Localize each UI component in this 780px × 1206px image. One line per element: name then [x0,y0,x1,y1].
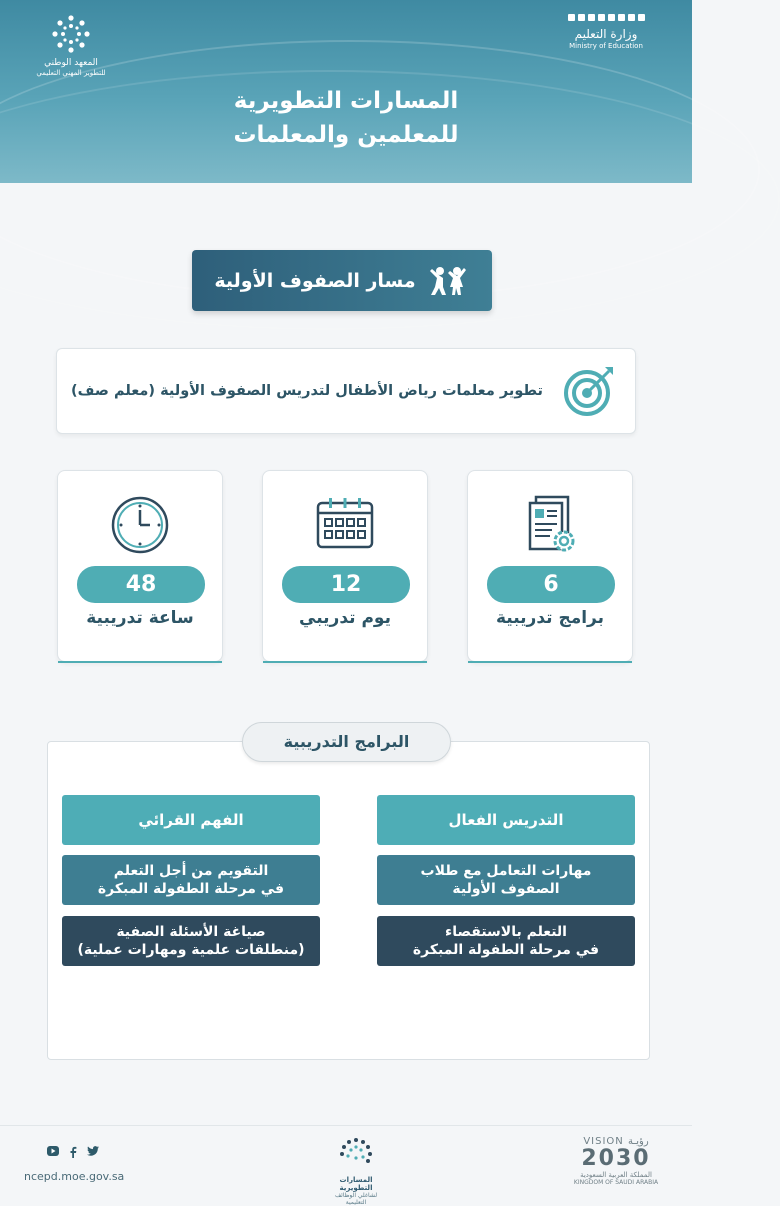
program-item [62,855,320,905]
program-item [62,916,320,966]
development-paths-title: المسارات التطويرية [339,1176,373,1192]
stat-card-days [262,470,428,662]
ministry-name-en: Ministry of Education [569,42,643,50]
program-item [377,916,635,966]
target-icon [561,363,617,419]
development-paths-icon [333,1134,379,1172]
website-link[interactable]: ncepd.moe.gov.sa [24,1170,125,1183]
stat-card-programs [467,470,633,662]
footer [0,1125,692,1206]
program-item-text: صياغة الأسئلة الصفية (منطلقات علمية ومهارات عملية) [77,924,305,958]
development-paths-logo [326,1134,386,1206]
children-icon [426,265,470,297]
youtube-icon[interactable] [47,1146,59,1156]
stat-label: برامج تدريبية [495,608,605,628]
vision-country-en: KINGDOM OF SAUDI ARABIA [573,1179,659,1186]
program-item [377,855,635,905]
institute-name-line1: المعهد الوطني [44,58,98,68]
page-title-line2: للمعلمين والمعلمات [233,122,459,148]
programs-tab: البرامج التدريبية [242,722,451,762]
stat-underline [263,661,427,663]
stat-card-hours [57,470,223,662]
stat-underline [58,661,222,663]
development-paths-subtitle: لشاغلي الوظائف التعليمية [334,1192,378,1206]
header-banner [0,0,692,183]
institute-dots-icon [51,14,91,54]
stat-label: ساعة تدريبية [86,608,194,628]
vision-country-ar: المملكة العربية السعودية [580,1171,652,1179]
ministry-name-ar: وزارة التعليم [574,27,638,41]
page-title-line1: المسارات التطويرية [233,88,459,114]
track-title-text: مسار الصفوف الأولية [214,269,416,292]
calendar-icon [315,495,375,551]
clock-icon [110,495,170,555]
twitter-icon[interactable] [87,1146,99,1156]
institute-name-line2: للتطوير المهني التعليمي [36,69,106,77]
program-column-heading: التدريس الفعال [377,795,635,845]
facebook-icon[interactable] [69,1146,77,1158]
program-item-text: التقويم من أجل التعلم في مرحلة الطفولة المبكرة [97,863,285,897]
track-title-banner [192,250,492,311]
institute-logo [26,14,116,78]
program-column-heading: الفهم القرائي [62,795,320,845]
documents-gear-icon [522,495,578,555]
vision-label: VISION رؤيـة [583,1136,649,1147]
vision-2030-logo [568,1136,664,1186]
ministry-of-education-logo [546,14,666,52]
stat-value: 12 [282,566,410,603]
objective-text: تطوير معلمات رياض الأطفال لتدريس الصفوف الأولية (معلم صف) [71,383,543,399]
program-item-text: مهارات التعامل مع طلاب الصفوف الأولية [420,863,592,897]
social-links [47,1146,99,1158]
stat-label: يوم تدريبي [299,608,391,628]
program-item-text: التعلم بالاستقصاء في مرحلة الطفولة المبكرة [412,924,600,958]
stat-underline [468,661,632,663]
page-title [0,84,692,152]
vision-year: 2030 [581,1146,651,1171]
stat-value: 48 [77,566,205,603]
objective-card [56,348,636,434]
stat-value: 6 [487,566,615,603]
ministry-mark-icon [546,14,666,21]
